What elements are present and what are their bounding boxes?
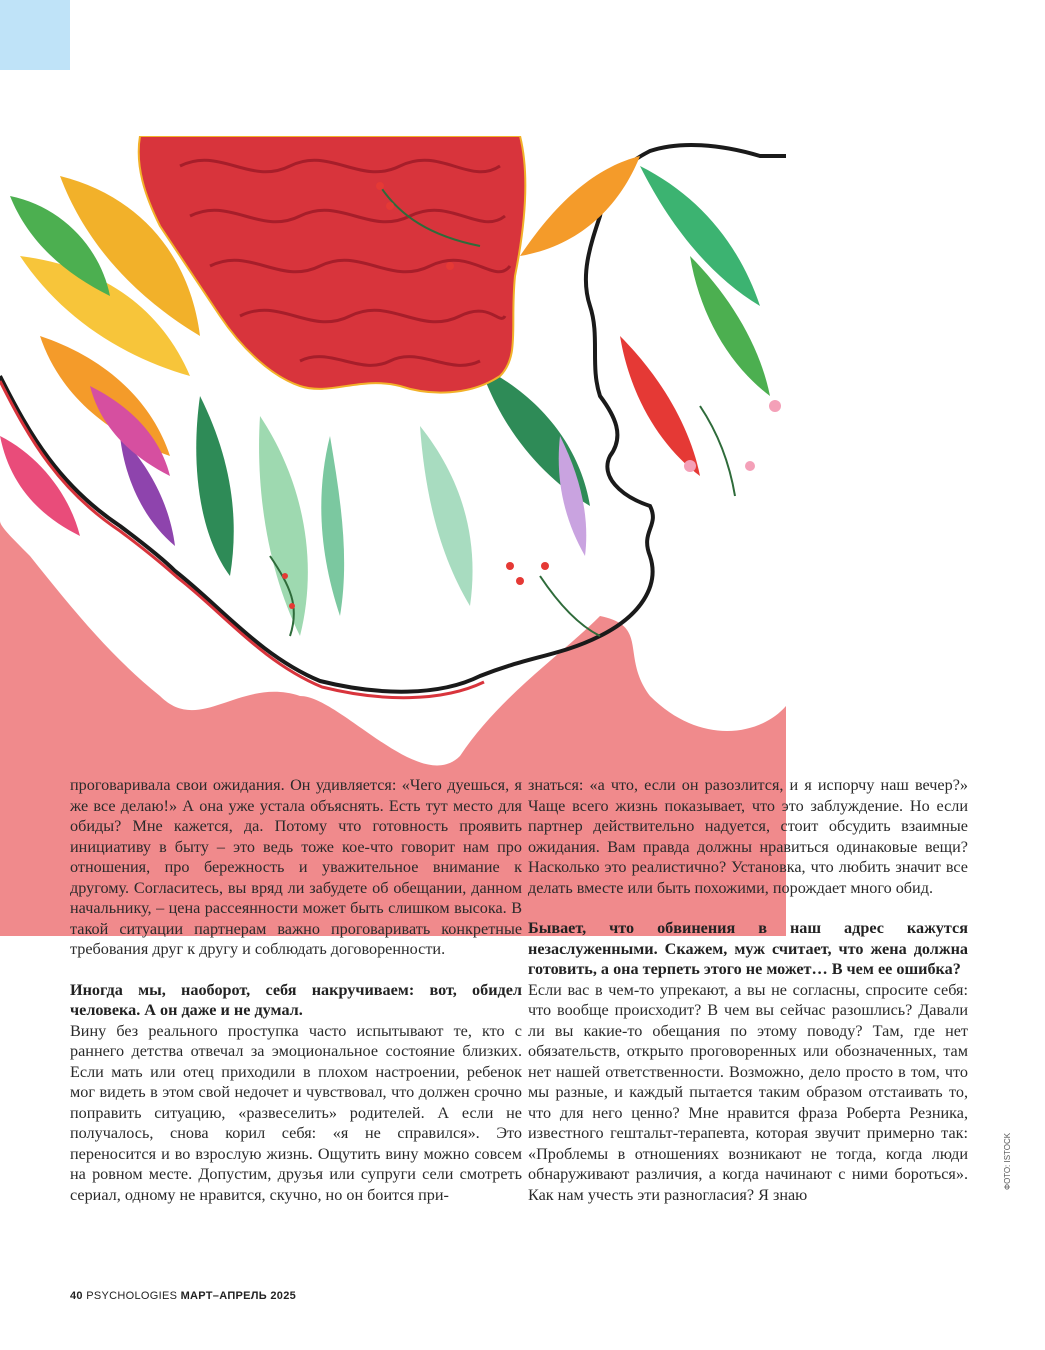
magazine-name: PSYCHOLOGIES — [86, 1290, 178, 1302]
page-number: 40 — [70, 1290, 83, 1302]
article-right-column — [528, 775, 968, 1205]
page-footer — [70, 1290, 296, 1302]
body-paragraph: Если вас в чем-то упрекают, а вы не согласны, спросите себя: что вообще происходит? В чем вы сейчас разошлись? Давали ли вы какие-то обещания по этому поводу? Там, где нет обязательств, открыто проговоренных или обозначенных, там нет нашей ответственности. Возможно, дело просто в том, что мы разные, и каждый пытается таким образом отстаивать то, что для него ценно? Мне нравится фраза Роберта Резника, известного гештальт-терапевта, которая звучит примерно так: «Проблемы в отношениях возникают не тогда, когда люди обнаруживают различия, а когда начинают с ними бороться». Как нам учесть эти разногласия? Я знаю — [528, 980, 968, 1204]
issue-date: МАРТ–АПРЕЛЬ 2025 — [180, 1290, 297, 1302]
body-paragraph: проговаривала свои ожидания. Он удивляется: «Чего дуешься, я же все делаю!» А она уже устала объяснять. Есть тут место для обиды? Мне кажется, да. Потому что готовность проявить инициативу в быту – это ведь тоже кое-что говорит нам про отношения, про бережность и уважительное внимание к другому. Согласитесь, вы вряд ли забудете об обещании, данном начальнику, – цена рассеянности может быть слишком высока. В такой ситуации партнерам важно проговаривать конкретные требования друг к другу и соблюдать договоренности. — [70, 776, 522, 958]
photo-credit: ФОТО: ISTOCK — [1003, 1132, 1012, 1190]
body-paragraph: знаться: «а что, если он разозлится, и я испорчу наш вечер?» Чаще всего жизнь показывает, что это заблуждение. Но если партнер действительно надуется, стоит обсудить взаимные ожидания. Вам правда должны нравиться одинаковые вещи? Насколько это реалистично? Установка, что любить значит все делать вместе или быть похожими, порождает много обид. — [528, 776, 968, 897]
body-paragraph: Вину без реального проступка часто испытывают те, кто с раннего детства отвечал за эмоциональное состояние близких. Если мать или отец приходили в плохом настроении, ребенок мог видеть в этом свой недочет и чувствовал, что должен срочно поправить ситуацию, «развеселить» родителей. А если не получалось, снова корил себя: «я не справился». Это переносится и во взрослую жизнь. Ощутить вину можно совсем на ровном месте. Допустим, друзья или супруги сели смотреть сериал, одному не нравится, скучно, но он боится при- — [70, 1021, 522, 1204]
interview-question: Иногда мы, наоборот, себя накручиваем: вот, обидел человека. А он даже и не думал. — [70, 980, 522, 1019]
corner-color-tab — [0, 0, 70, 70]
interview-question: Бывает, что обвинения в наш адрес кажутся незаслуженными. Скажем, муж считает, что жена должна готовить, а она терпеть этого не может… В чем ее ошибка? — [528, 919, 968, 978]
article-left-column — [70, 775, 522, 1205]
